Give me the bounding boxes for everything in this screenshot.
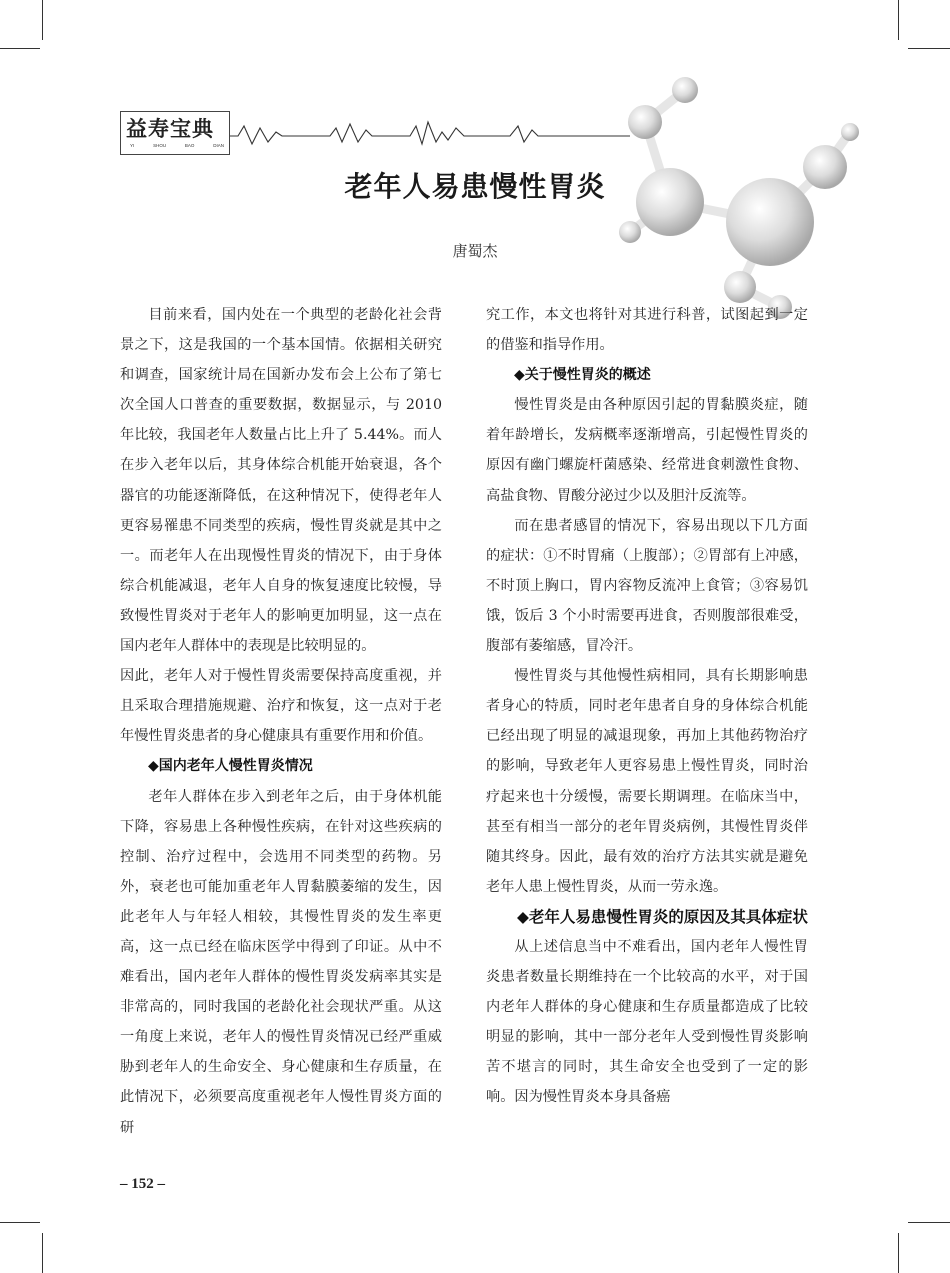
- molecule-atom: [841, 123, 859, 141]
- crop-mark: [898, 1233, 899, 1273]
- crop-mark: [0, 1222, 40, 1223]
- crop-mark: [0, 48, 40, 49]
- section-heading: ◆关于慢性胃炎的概述: [514, 367, 651, 384]
- paragraph: 因此，老年人对于慢性胃炎需要保持高度重视，并且采取合理措施规避、治疗和恢复，这一点对于老年慢性胃炎患者的身心健康具有重要作用和价值。: [120, 668, 442, 745]
- crop-mark: [42, 1233, 43, 1273]
- section-heading: ◆国内老年人慢性胃炎情况: [148, 758, 313, 775]
- article-title: 老年人易患慢性胃炎: [344, 170, 606, 203]
- left-column: [120, 300, 442, 1143]
- paragraph: 慢性胃炎是由各种原因引起的胃黏膜炎症，随着年龄增长，发病概率逐渐增高，引起慢性胃炎的原因有幽门螺旋杆菌感染、经常进食刺激性食物、高盐食物、胃酸分泌过少以及胆汁反流等。: [486, 397, 808, 504]
- section-title: 益寿宝典: [126, 117, 214, 141]
- pinyin-syllable: BAO: [184, 143, 195, 148]
- page-number: – 152 –: [120, 1176, 165, 1192]
- paragraph: 慢性胃炎与其他慢性病相同，具有长期影响患者身心的特质，同时老年患者自身的身体综合机能已经出现了明显的减退现象，再加上其他药物治疗的影响，导致老年人更容易患上慢性胃炎，同时治疗起来也十分缓慢，需要长期调理。在临床当中，甚至有相当一部分的老年胃炎病例，其慢性胃炎伴随其终身。因此，最有效的治疗方法其实就是避免老年人患上慢性胃炎，从而一劳永逸。: [486, 668, 808, 895]
- pinyin-syllable: YI: [130, 143, 135, 148]
- section-pinyin: [130, 143, 224, 148]
- header-wave-line: [230, 118, 630, 148]
- paragraph: 而在患者感冒的情况下，容易出现以下几方面的症状：①不时胃痛（上腹部）；②胃部有上冲感，不时顶上胸口，胃内容物反流冲上食管；③容易饥饿，饭后 3 个小时需要再进食，否则腹部很难受，腹部有萎缩感，冒冷汗。: [486, 517, 808, 655]
- paragraph: 目前来看，国内处在一个典型的老龄化社会背景之下，这是我国的一个基本国情。依据相关研究和调查，国家统计局在国新办发布会上公布了第七次全国人口普查的重要数据，数据显示，与 2010 年比较，我国老年人数量占比上升了 5.44%。而人在步入老年以后，其身体综合机能开始衰退，各个器官的功能逐渐降低，在这种情况下，使得老年人更容易罹患不同类型的疾病，慢性胃炎就是其中之一。而老年人在出现慢性胃炎的情况下，由于身体综合机能减退，老年人自身的恢复速度比较慢，导致慢性胃炎对于老年人的影响更加明显，这一点在国内老年人群体中的表现是比较明显的。: [120, 307, 442, 655]
- section-badge: [120, 111, 230, 155]
- crop-mark: [908, 1222, 950, 1223]
- paragraph: 老年人群体在步入到老年之后，由于身体机能下降，容易患上各种慢性疾病，在针对这些疾病的控制、治疗过程中，会选用不同类型的药物。另外，衰老也可能加重老年人胃黏膜萎缩的发生，因此老年人与年轻人相较，其慢性胃炎的发生率更高，这一点已经在临床医学中得到了印证。从中不难看出，国内老年人群体的慢性胃炎发病率其实是非常高的，同时我国的老龄化社会现状严重。从这一角度上来说，老年人的慢性胃炎情况已经严重威胁到老年人的生命安全、身心健康和生存质量，在此情况下，必须要高度重视老年人慢性胃炎方面的研: [120, 788, 442, 1136]
- crop-mark: [898, 0, 899, 40]
- crop-mark: [42, 0, 43, 40]
- section-heading: ◆老年人易患慢性胃炎的原因及其具体症状: [517, 907, 808, 926]
- paragraph: 从上述信息当中不难看出，国内老年人慢性胃炎患者数量长期维持在一个比较高的水平，对于国内老年人群体的身心健康和生存质量都造成了比较明显的影响，其中一部分老年人受到慢性胃炎影响苦不堪言的同时，其生命安全也受到了一定的影响。因为慢性胃炎本身具备癌: [486, 938, 808, 1106]
- molecule-atom: [724, 271, 756, 303]
- pinyin-syllable: DIAN: [213, 143, 224, 148]
- right-column: [486, 300, 808, 1113]
- article-author: 唐蜀杰: [452, 242, 498, 260]
- pinyin-syllable: SHOU: [153, 143, 167, 148]
- paragraph: 究工作，本文也将针对其进行科普，试图起到一定的借鉴和指导作用。: [486, 307, 808, 354]
- molecule-atom: [672, 77, 698, 103]
- molecule-atom: [628, 105, 662, 139]
- crop-mark: [908, 48, 950, 49]
